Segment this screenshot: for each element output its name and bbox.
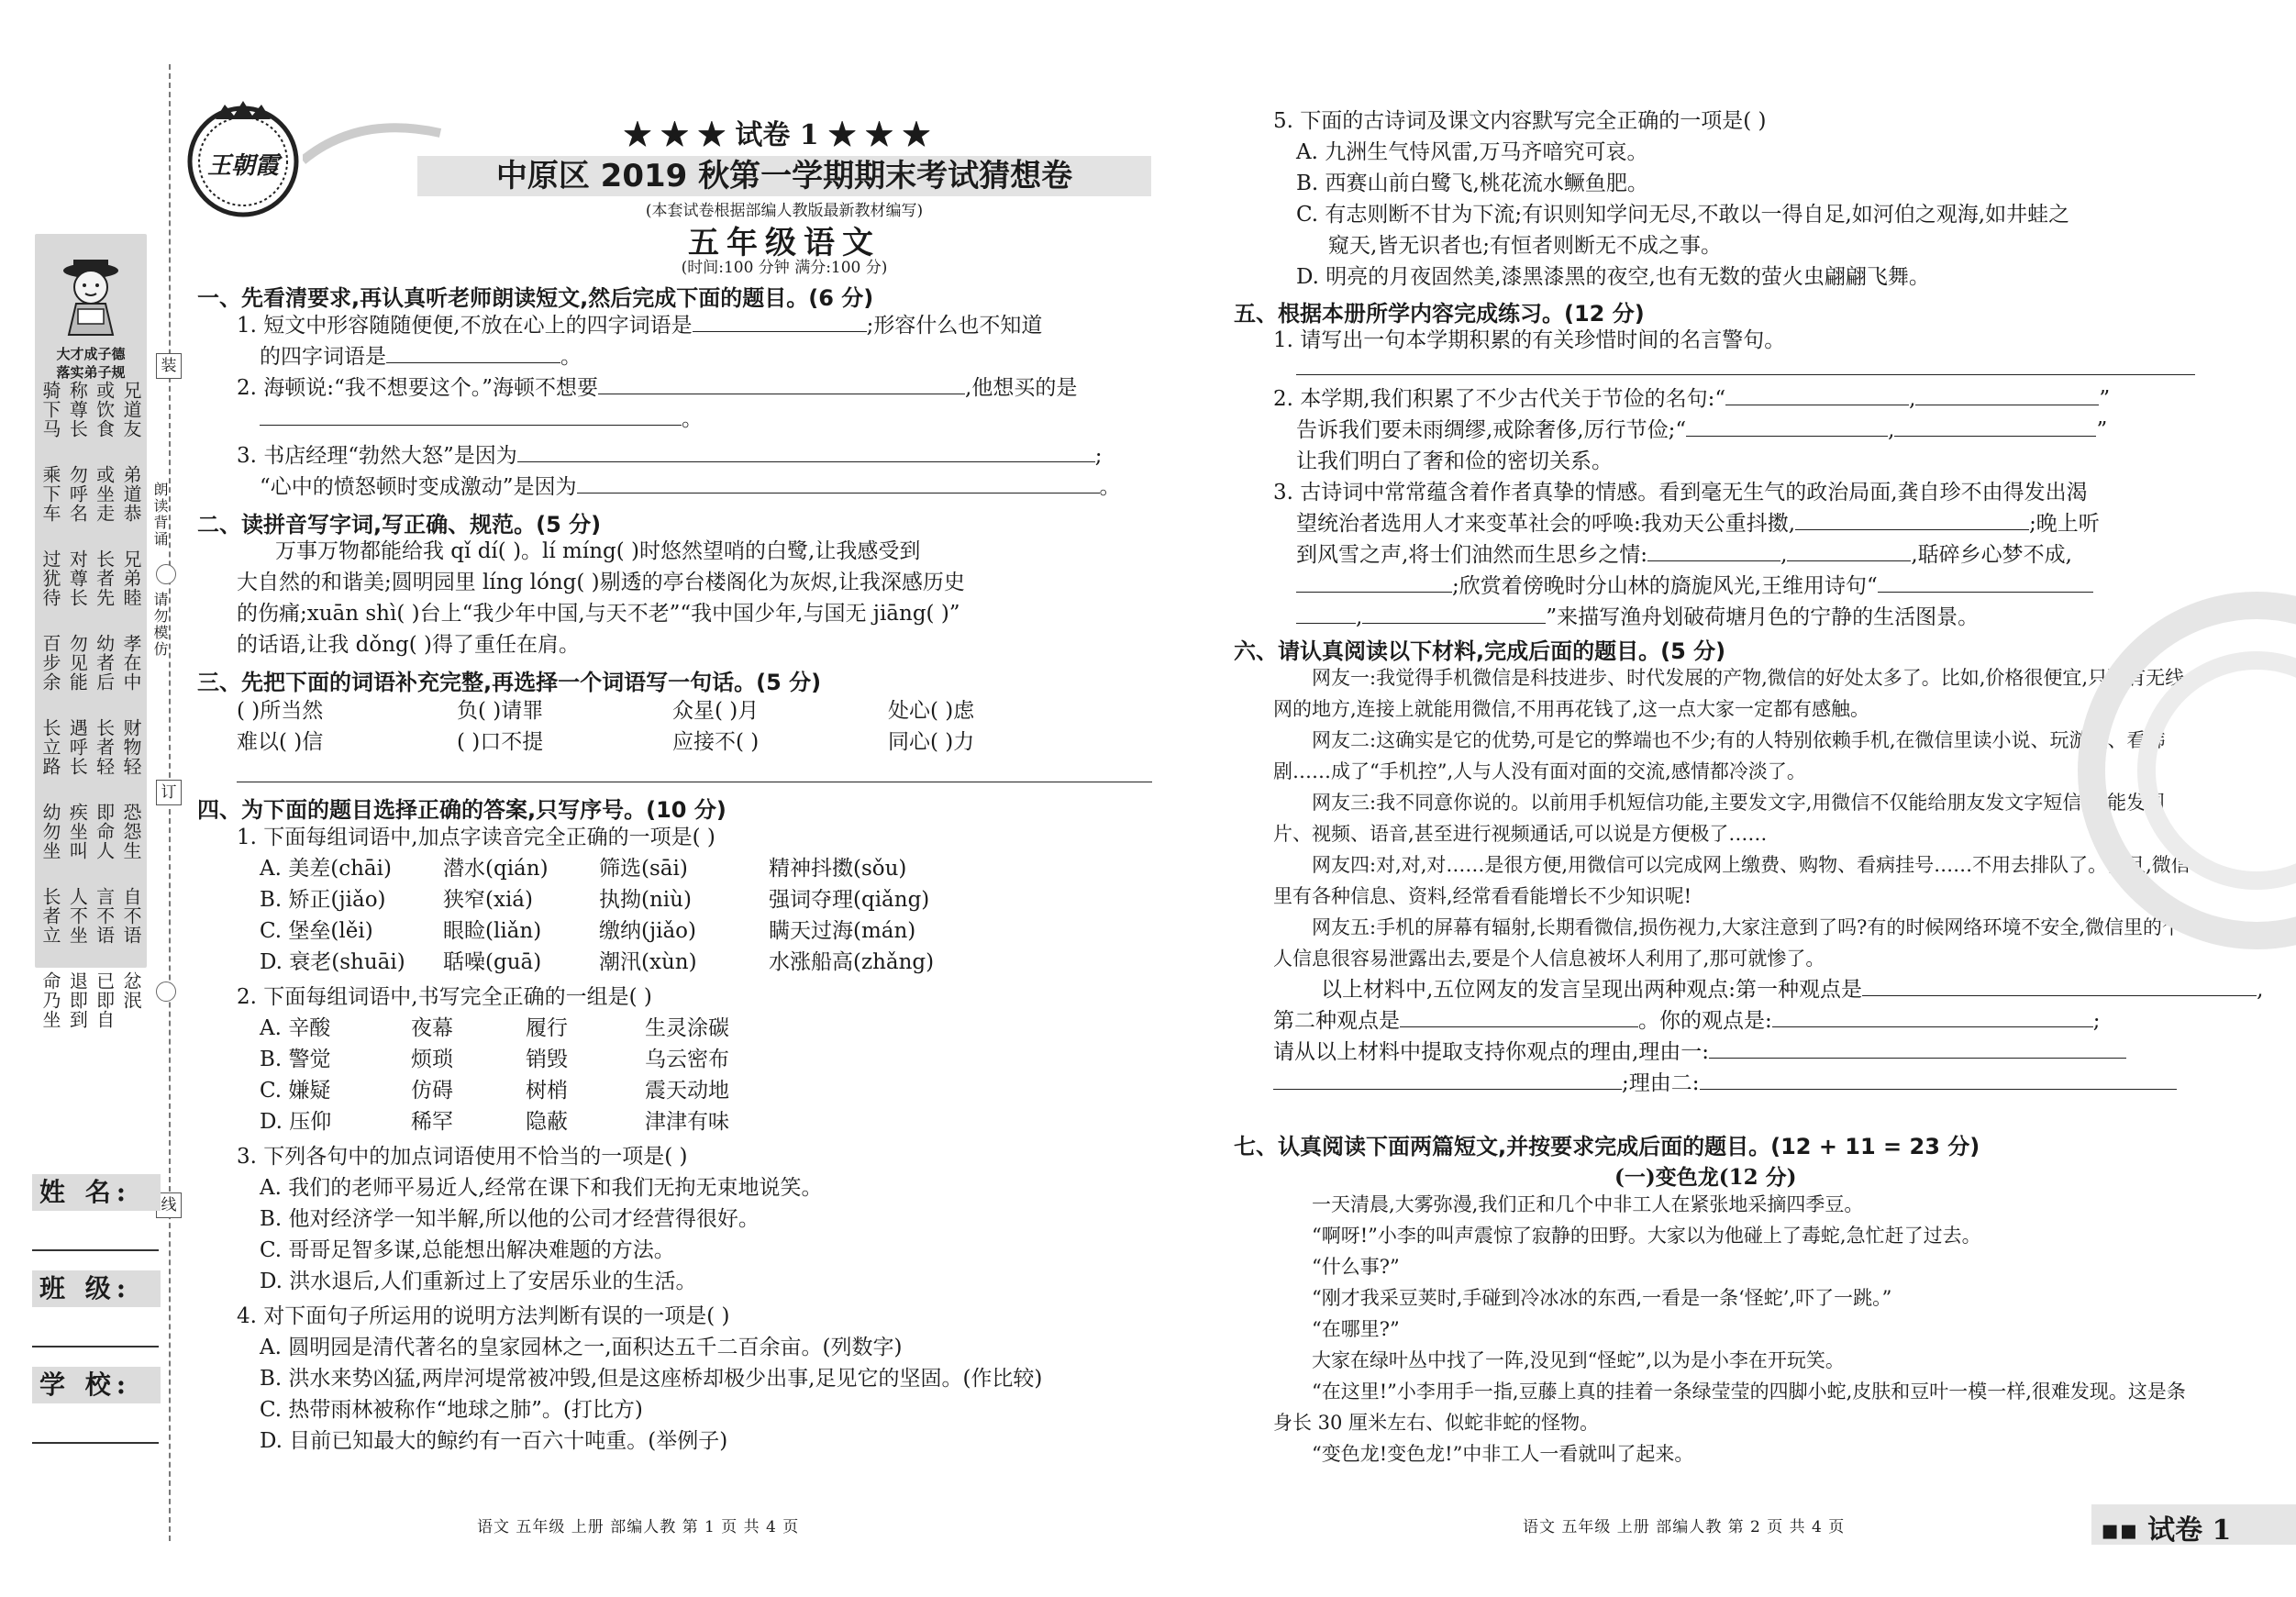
s4-q4-option[interactable]: B. 洪水来势凶猛,两岸河堤常被冲毁,但是这座桥却极少出事,足见它的坚固。(作比较): [260, 1367, 1043, 1391]
idiom-item[interactable]: ( )所当然: [237, 699, 324, 723]
option-item[interactable]: 履行: [526, 1016, 568, 1040]
s1-q1-line1: [237, 310, 1042, 341]
verse-col: 遇呼长: [66, 718, 89, 776]
verse-col: 长者立: [39, 887, 61, 945]
option-item[interactable]: 夜幕: [411, 1016, 453, 1040]
s2-line[interactable]: 的话语,让我 dǒng( )得了重任在肩。: [237, 633, 580, 657]
cut-label-ding: 订: [156, 780, 182, 805]
verse-col: 勿呼名: [66, 465, 89, 523]
s3-row-2[interactable]: [237, 726, 1154, 758]
s6-q-line1: 以上材料中,五位网友的发言呈现出两种观点:第一种观点是 ,: [1321, 974, 2263, 1005]
option-item[interactable]: C. 堡垒(lěi): [260, 919, 373, 943]
option-item[interactable]: 精神抖擞(sǒu): [769, 857, 907, 881]
verse-col: 言不语: [93, 887, 116, 945]
tip-no-copy: 请勿模仿: [151, 592, 169, 658]
verse-block: [40, 971, 141, 1045]
option-item[interactable]: A. 辛酸: [260, 1016, 331, 1040]
binding-sidebar: [0, 0, 177, 1597]
section-6-heading: 六、请认真阅读以下材料,完成后面的题目。(5 分): [1234, 638, 1726, 664]
motto-line-1: 大才成子德: [56, 346, 126, 362]
binding-hole-icon: [156, 981, 176, 1002]
option-item[interactable]: B. 矫正(jiǎo): [260, 888, 386, 912]
s1-q2-line1: [237, 372, 1077, 404]
section-5-heading: 五、根据本册所学内容完成练习。(12 分): [1234, 301, 1645, 327]
verse-block: [40, 549, 141, 623]
s1-q3-line2: “心中的愤怒顿时变成激动”是因为 。: [260, 471, 1121, 503]
idiom-item[interactable]: 负( )请罪: [457, 699, 544, 723]
s5-q2-line2: 告诉我们要未雨绸缪,戒除奢侈,厉行节俭;“ , ”: [1296, 415, 2107, 446]
story-paragraph: “变色龙!变色龙!”中非工人一看就叫了起来。: [1312, 1443, 1694, 1465]
s2-line[interactable]: 大自然的和谐美;圆明园里 líng lóng( )剔透的亭台楼阁化为灰烬,让我深感历史: [237, 571, 965, 594]
watermark-seal-icon: [2073, 587, 2296, 954]
s1-q1-text: ;形容什么也不知道: [866, 314, 1043, 338]
option-item[interactable]: C. 嫌疑: [260, 1079, 331, 1103]
verse-block: [40, 634, 141, 707]
verse-col: 长立路: [39, 718, 61, 776]
answer-blank[interactable]: [1400, 1006, 1638, 1027]
idiom-item[interactable]: ( )口不提: [457, 730, 544, 754]
s4-q3-option[interactable]: D. 洪水退后,人们重新过上了安居乐业的生活。: [260, 1270, 697, 1293]
option-item[interactable]: 眼睑(liǎn): [443, 919, 542, 943]
verse-col: 幼勿坐: [39, 803, 61, 860]
answer-blank[interactable]: [1772, 1006, 2093, 1027]
option-item[interactable]: 执拗(niù): [599, 888, 692, 912]
s1-q2-text: 2. 海顿说:“我不想要这个。”海顿不想要: [237, 376, 599, 400]
verse-col: 幼者后: [93, 634, 116, 692]
option-item[interactable]: 筛选(sāi): [599, 857, 688, 881]
s4-q2-option-row[interactable]: [260, 1075, 1140, 1106]
option-item[interactable]: 树梢: [526, 1079, 568, 1103]
answer-blank[interactable]: [1296, 571, 1452, 593]
option-item[interactable]: 瞒天过海(mán): [769, 919, 916, 943]
netizen-post: 网友四:对,对,对……是很方便,用微信可以完成网上缴费、购物、看病挂号……不用去排队了。而且,微信里有各种信息、资料,经常看看能增长不少知识呢!: [1273, 854, 2191, 907]
option-item[interactable]: 强词夺理(qiǎng): [769, 888, 930, 912]
s5-q3-line3: 到风雪之声,将士们油然而生思乡之情: , ,聒碎乡心梦不成,: [1296, 539, 2072, 571]
answer-blank[interactable]: [1878, 571, 2093, 593]
page-title: 中原区 2019 秋第一学期期末考试猜想卷: [495, 158, 1073, 194]
verse-col: 百步余: [39, 634, 61, 692]
s4-q5-option[interactable]: D. 明亮的月夜固然美,漆黑漆黑的夜空,也有无数的萤火虫翩翩飞舞。: [1296, 265, 1930, 289]
class-field[interactable]: [32, 1346, 159, 1347]
s4-q5-option[interactable]: B. 西赛山前白鹭飞,桃花流水鳜鱼肥。: [1296, 172, 1648, 195]
s4-q4: 4. 对下面句子所运用的说明方法判断有误的一项是( ): [237, 1304, 730, 1328]
s6-q-text: 以上材料中,五位网友的发言呈现出两种观点:第一种观点是: [1321, 978, 1863, 1002]
s5-q3-text: 到风雪之声,将士们油然而生思乡之情:: [1296, 543, 1648, 567]
option-item[interactable]: 仿碍: [411, 1079, 453, 1103]
netizen-post: 网友二:这确实是它的优势,可是它的弊端也不少;有的人特别依赖手机,在微信里读小说、玩游戏、看韩剧……成了“手机控”,人与人没有面对面的交流,感情都冷淡了。: [1273, 729, 2166, 782]
verse-col: 恐怨生: [119, 803, 142, 860]
section-4-heading: 四、为下面的题目选择正确的答案,只写序号。(10 分): [197, 797, 727, 823]
option-item[interactable]: 稀罕: [411, 1110, 453, 1134]
s4-q1-option-row[interactable]: [260, 853, 1140, 884]
verse-col: 弟道恭: [119, 465, 142, 523]
s5-q3-line1: 3. 古诗词中常常蕴含着作者真挚的情感。看到毫无生气的政治局面,龚自珍不由得发出渴: [1273, 481, 2088, 505]
s1-q2-text: 。: [682, 407, 703, 431]
s6-q-text: 请从以上材料中提取支持你观点的理由,理由一:: [1273, 1040, 1710, 1064]
verse-col: 兄道友: [119, 381, 142, 438]
logo-text: 王朝霞: [206, 152, 279, 180]
verse-col: 已即自: [93, 971, 116, 1029]
idiom-item[interactable]: 众星( )月: [672, 699, 760, 723]
answer-blank[interactable]: [1709, 1037, 2126, 1059]
s5-q2-text: 2. 本学期,我们积累了不少古代关于节俭的名句:“: [1273, 387, 1726, 411]
section-7-heading: 七、认真阅读下面两篇短文,并按要求完成后面的题目。(12 + 11 = 23 分): [1234, 1134, 1980, 1159]
s1-q1-text: 的四字词语是: [260, 345, 386, 369]
s4-q5-option-cont: 窥天,皆无识者也;有恒者则断无不成之事。: [1328, 234, 1723, 258]
option-item[interactable]: 潜水(qián): [443, 857, 549, 881]
class-label: 班 级:: [32, 1270, 161, 1307]
idiom-item[interactable]: 应接不( ): [672, 730, 760, 754]
cut-label-xian: 线: [156, 1192, 182, 1218]
verse-col: 长者轻: [93, 718, 116, 776]
s6-q-line4: [1273, 1068, 2177, 1099]
verse-col: 兄弟睦: [119, 549, 142, 607]
story-paragraph: “啊呀!”小李的叫声震惊了寂静的田野。大家以为他碰上了毒蛇,急忙赶了过去。: [1312, 1225, 1981, 1247]
s4-q3-option[interactable]: C. 哥哥足智多谋,总能想出解决难题的方法。: [260, 1238, 675, 1262]
s4-q3: 3. 下列各句中的加点词语使用不恰当的一项是( ): [237, 1145, 688, 1169]
s3-row-1[interactable]: [237, 695, 1154, 726]
s4-q4-option[interactable]: A. 圆明园是清代著名的皇家园林之一,面积达五千二百余亩。(列数字): [260, 1336, 903, 1359]
s4-q2-option-row[interactable]: [260, 1013, 1140, 1044]
s1-q2-line2: [260, 404, 703, 435]
s4-q5: 5. 下面的古诗词及课文内容默写完全正确的一项是( ): [1273, 109, 1767, 133]
s5-q3-text: ;欣赏着傍晚时分山林的旖旎风光,王维用诗句“: [1452, 574, 1878, 598]
s4-q4-option[interactable]: D. 目前已知最大的鲸约有一百六十吨重。(举例子): [260, 1429, 728, 1453]
tip-recite: 朗读背诵: [151, 482, 169, 548]
option-item[interactable]: 缴纳(jiǎo): [599, 919, 696, 943]
verse-col: 人不坐: [66, 887, 89, 945]
s5-q3-text: 望统治者选用人才来变革社会的呼唤:我劝天公重抖擞,: [1296, 512, 1796, 536]
option-item[interactable]: D. 衰老(shuāi): [260, 950, 405, 974]
left-page-footer: 语文 五年级 上册 部编人教 第 1 页 共 4 页: [477, 1518, 800, 1536]
right-page-footer: 语文 五年级 上册 部编人教 第 2 页 共 4 页: [1523, 1518, 1846, 1536]
section-3-heading: 三、先把下面的词语补充完整,再选择一个词语写一句话。(5 分): [197, 670, 822, 695]
verse-col: 孝在中: [119, 634, 142, 692]
verse-col: 骑下马: [39, 381, 61, 438]
option-item[interactable]: 生灵涂碳: [645, 1016, 729, 1040]
option-item[interactable]: 震天动地: [645, 1079, 729, 1103]
option-item[interactable]: 隐蔽: [526, 1110, 568, 1134]
story-paragraph: “在这里!”小李用手一指,豆藤上真的挂着一条绿莹莹的四脚小蛇,皮肤和豆叶一模一样,很难发现。这是条身长 30 厘米左右、似蛇非蛇的怪物。: [1273, 1381, 2186, 1434]
s4-q1-option-row[interactable]: [260, 884, 1140, 915]
story-paragraph: 一天清晨,大雾弥漫,我们正和几个中非工人在紧张地采摘四季豆。: [1312, 1193, 1864, 1215]
s1-q2-text: ,他想买的是: [965, 376, 1078, 400]
s4-q1-option-row[interactable]: [260, 947, 1140, 978]
verse-col: 命乃坐: [39, 971, 61, 1029]
answer-blank[interactable]: [1647, 540, 1780, 561]
cut-label-zhuang: 装: [156, 353, 182, 379]
answer-blank[interactable]: [1862, 975, 2257, 996]
s6-q-text: 。你的观点是:: [1638, 1009, 1772, 1033]
s4-q2: 2. 下面每组词语中,书写完全正确的一组是( ): [237, 985, 652, 1009]
s5-q1: 1. 请写出一句本学期积累的有关珍惜时间的名言警句。: [1273, 328, 1786, 352]
netizen-post: 网友五:手机的屏幕有辐射,长期看微信,损伤视力,大家注意到了吗?有的时候网络环境不安全,微信里的个人信息很容易泄露出去,要是个人信息被坏人利用了,那可就惨了。: [1273, 916, 2182, 970]
s4-q1: 1. 下面每组词语中,加点字读音完全正确的一项是( ): [237, 826, 715, 849]
option-item[interactable]: 水涨船高(zhǎng): [769, 950, 935, 974]
answer-blank[interactable]: [598, 373, 965, 394]
option-item[interactable]: 津津有味: [645, 1110, 729, 1134]
verse-block: [40, 381, 141, 454]
s2-line[interactable]: 的伤痛;xuān shì( )台上“我少年中国,与天不老”“我中国少年,与国无 jiāng( )”: [237, 602, 960, 626]
s5-q3-text: ”来描写渔舟划破荷塘月色的宁静的生活图景。: [1546, 605, 1980, 629]
option-item[interactable]: 聒噪(guā): [443, 950, 542, 974]
verse-col: 或饮食: [93, 381, 116, 438]
answer-blank[interactable]: [1787, 540, 1911, 561]
s6-q-line3: [1273, 1037, 2126, 1068]
verse-col: 忿泯: [119, 971, 142, 1010]
verse-col: 退即到: [66, 971, 89, 1029]
s6-material: [1273, 662, 2195, 974]
answer-blank[interactable]: [517, 441, 1095, 462]
verse-col: 疾坐叫: [66, 803, 89, 860]
subtitle: (本套试卷根据部编人教版最新教材编写): [645, 202, 924, 220]
answer-blank[interactable]: [1273, 1069, 1622, 1090]
s6-q-text: 第二种观点是: [1273, 1009, 1400, 1033]
s4-q3-option[interactable]: A. 我们的老师平易近人,经常在课下和我们无拘无束地说笑。: [260, 1176, 823, 1200]
subject-title: 五年级语文: [688, 225, 881, 261]
answer-blank[interactable]: [1725, 384, 1909, 405]
verse-col: 即命人: [93, 803, 116, 860]
option-item[interactable]: 乌云密布: [645, 1048, 729, 1071]
s5-q3-line5: , ”来描写渔舟划破荷塘月色的宁静的生活图景。: [1296, 602, 1979, 633]
option-item[interactable]: 销毁: [526, 1048, 568, 1071]
story-title: (一)变色龙(12 分): [1614, 1165, 1797, 1190]
verse-col: 乘下车: [39, 465, 61, 523]
verse-col: 长者先: [93, 549, 116, 607]
idiom-item[interactable]: 同心( )力: [888, 730, 975, 754]
answer-blank[interactable]: [577, 472, 1100, 494]
paper-label-text: 试卷 1: [735, 119, 819, 151]
s4-q5-option[interactable]: A. 九洲生气恃风雷,万马齐喑究可哀。: [1296, 140, 1648, 164]
option-item[interactable]: 潮汛(xùn): [599, 950, 697, 974]
answer-blank[interactable]: [693, 311, 867, 332]
answer-blank[interactable]: [1894, 416, 2096, 437]
scholar-mascot-icon: [46, 243, 136, 339]
option-item[interactable]: D. 压仰: [260, 1110, 332, 1134]
answer-blank[interactable]: [1700, 1069, 2177, 1090]
option-item[interactable]: 狭窄(xiá): [443, 888, 533, 912]
verse-col: 勿见能: [66, 634, 89, 692]
section-2-heading: 二、读拼音写字词,写正确、规范。(5 分): [197, 512, 602, 538]
s6-q-line2: 第二种观点是 。你的观点是: ;: [1273, 1005, 2101, 1037]
s5-q3-text: ;晚上听: [2029, 512, 2100, 536]
s1-q3-text: 3. 书店经理“勃然大怒”是因为: [237, 444, 517, 468]
verse-block: [40, 887, 141, 960]
s1-q3-line1: 3. 书店经理“勃然大怒”是因为 ;: [237, 440, 1103, 471]
s5-q2-line3: 让我们明白了奢和俭的密切关系。: [1296, 449, 1613, 473]
answer-blank[interactable]: [1795, 509, 2029, 530]
section-1-heading: 一、先看清要求,再认真听老师朗读短文,然后完成下面的题目。(6 分): [197, 285, 874, 311]
dizigui-verses: [40, 381, 141, 1045]
netizen-post: 网友一:我觉得手机微信是科技进步、时代发展的产物,微信的好处太多了。比如,价格很便宜,只要有无线网的地方,连接上就能用微信,不用再花钱了,这一点大家一定都有感触。: [1273, 667, 2185, 720]
story-paragraph: “刚才我采豆荚时,手碰到冷冰冰的东西,一看是一条‘怪蛇’,吓了一跳。”: [1312, 1287, 1892, 1309]
answer-blank[interactable]: [1686, 416, 1888, 437]
name-field[interactable]: [32, 1249, 159, 1251]
motto-line-2: 落实弟子规: [56, 364, 126, 381]
story-text: [1273, 1189, 2195, 1469]
s5-q2-line1: 2. 本学期,我们积累了不少古代关于节俭的名句:“ , ”: [1273, 383, 2110, 415]
time-info: (时间:100 分钟 满分:100 分): [681, 259, 888, 277]
s1-q3-text: “心中的愤怒顿时变成激动”是因为: [260, 475, 577, 499]
story-paragraph: 大家在绿叶丛中找了一阵,没见到“怪蛇”,以为是小李在开玩笑。: [1312, 1349, 1845, 1371]
option-item[interactable]: A. 美差(chāi): [260, 857, 392, 881]
binding-hole-icon: [156, 564, 176, 584]
option-item[interactable]: 烦琐: [411, 1048, 453, 1071]
corner-paper-label: ▪▪ 试卷 1: [2101, 1514, 2232, 1547]
s1-q1-text: 1. 短文中形容随随便便,不放在心上的四字词语是: [237, 314, 693, 338]
s6-q-text: ;理由二:: [1622, 1071, 1700, 1095]
story-paragraph: “在哪里?”: [1312, 1318, 1400, 1340]
verse-col: 或坐走: [93, 465, 116, 523]
verse-col: 过犹待: [39, 549, 61, 607]
idiom-item[interactable]: 处心( )虑: [888, 699, 975, 723]
answer-line[interactable]: [1296, 374, 2195, 375]
s5-q3-text: ,聒碎乡心梦不成,: [1911, 543, 2072, 567]
story-paragraph: “什么事?”: [1312, 1256, 1400, 1278]
answer-blank[interactable]: [386, 342, 560, 363]
corner-label-text: 试卷 1: [2147, 1514, 2232, 1547]
option-item[interactable]: B. 警觉: [260, 1048, 331, 1071]
verse-col: 对尊长: [66, 549, 89, 607]
answer-blank[interactable]: [260, 405, 682, 426]
answer-blank[interactable]: [1296, 603, 1356, 624]
s4-q2-option-row[interactable]: [260, 1044, 1140, 1075]
s4-q1-option-row[interactable]: [260, 915, 1140, 947]
verse-block: [40, 718, 141, 792]
verse-col: 称尊长: [66, 381, 89, 438]
netizen-post: 网友三:我不同意你说的。以前用手机短信功能,主要发文字,用微信不仅能给朋友发文字短信,还能发图片、视频、语音,甚至进行视频通话,可以说是方便极了……: [1273, 792, 2166, 845]
verse-block: [40, 803, 141, 876]
s5-q3-line4: [1296, 571, 2093, 602]
s4-q2-option-row[interactable]: [260, 1106, 1140, 1137]
s1-q1-line2: [260, 341, 582, 372]
s4-q5-option[interactable]: C. 有志则断不甘为下流;有识则知学问无尽,不敢以一得自足,如河伯之观海,如井蛙之: [1296, 203, 2070, 227]
paper-label: ★ ★ ★ 试卷 1 ★ ★ ★: [624, 119, 931, 151]
s5-q2-text: 告诉我们要未雨绸缪,戒除奢侈,厉行节俭;“: [1296, 418, 1687, 442]
school-label: 学 校:: [32, 1367, 161, 1403]
s5-q3-line2: [1296, 508, 2100, 539]
idiom-item[interactable]: 难以( )信: [237, 730, 324, 754]
s2-line[interactable]: 万事万物都能给我 qǐ dí( )。lí míng( )时悠然望哨的白鹭,让我感受到: [275, 539, 921, 563]
answer-blank[interactable]: [1362, 603, 1546, 624]
verse-block: [40, 465, 141, 538]
s4-q3-option[interactable]: B. 他对经济学一知半解,所以他的公司才经营得很好。: [260, 1207, 760, 1231]
s4-q4-option[interactable]: C. 热带雨林被称作“地球之肺”。(打比方): [260, 1398, 643, 1422]
answer-blank[interactable]: [1915, 384, 2099, 405]
school-field[interactable]: [32, 1442, 159, 1444]
verse-col: 财物轻: [119, 718, 142, 776]
verse-col: 自不语: [119, 887, 142, 945]
s1-q1-text: 。: [560, 345, 582, 369]
name-label: 姓 名:: [32, 1174, 161, 1211]
